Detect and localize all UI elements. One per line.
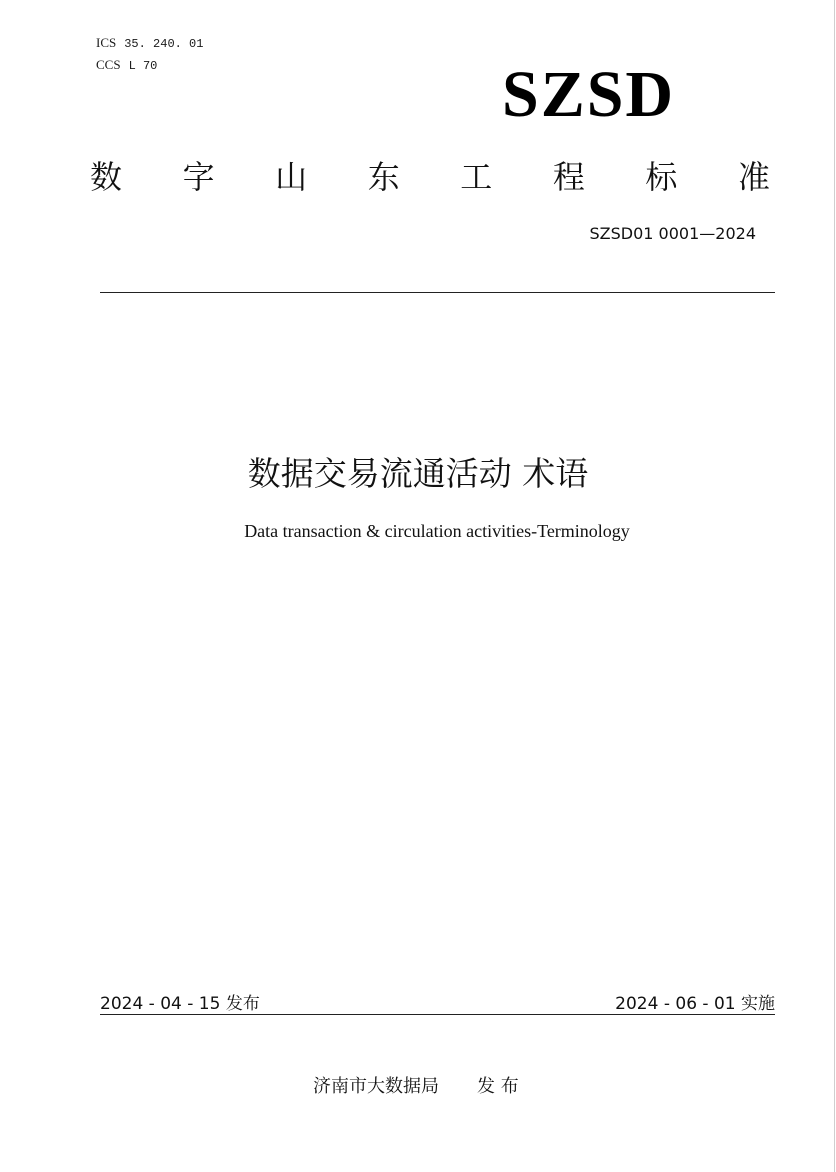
brand-logo: SZSD bbox=[502, 58, 676, 131]
category-char: 数 bbox=[90, 158, 123, 196]
ics-classification bbox=[96, 35, 203, 51]
top-divider bbox=[100, 292, 775, 293]
category-char: 程 bbox=[552, 158, 585, 196]
ccs-label: CCS bbox=[96, 57, 121, 72]
category-char: 准 bbox=[737, 158, 770, 196]
issue-date: 2024 - 04 - 15 发布 bbox=[100, 994, 260, 1014]
category-char: 字 bbox=[182, 158, 215, 196]
ics-code: 35. 240. 01 bbox=[124, 37, 204, 51]
standard-number: SZSD01 0001—2024 bbox=[589, 224, 756, 243]
category-char: 标 bbox=[645, 158, 678, 196]
document-title-english: Data transaction & circulation activities-Terminology bbox=[244, 521, 630, 541]
standard-category bbox=[90, 155, 770, 199]
effective-date: 2024 - 06 - 01 实施 bbox=[615, 994, 775, 1014]
publisher-line bbox=[313, 1072, 519, 1098]
bottom-divider bbox=[100, 1014, 775, 1015]
publisher-name: 济南市大数据局 bbox=[313, 1076, 439, 1097]
page-edge-line bbox=[834, 0, 835, 1172]
ics-label: ICS bbox=[96, 35, 117, 50]
ccs-code: L 70 bbox=[128, 59, 158, 73]
publish-action: 发 布 bbox=[477, 1076, 519, 1097]
category-char: 东 bbox=[367, 158, 400, 196]
document-title-chinese: 数据交易流通活动 术语 bbox=[247, 454, 589, 493]
category-char: 山 bbox=[275, 158, 308, 196]
category-char: 工 bbox=[460, 158, 493, 196]
ccs-classification bbox=[96, 57, 157, 73]
